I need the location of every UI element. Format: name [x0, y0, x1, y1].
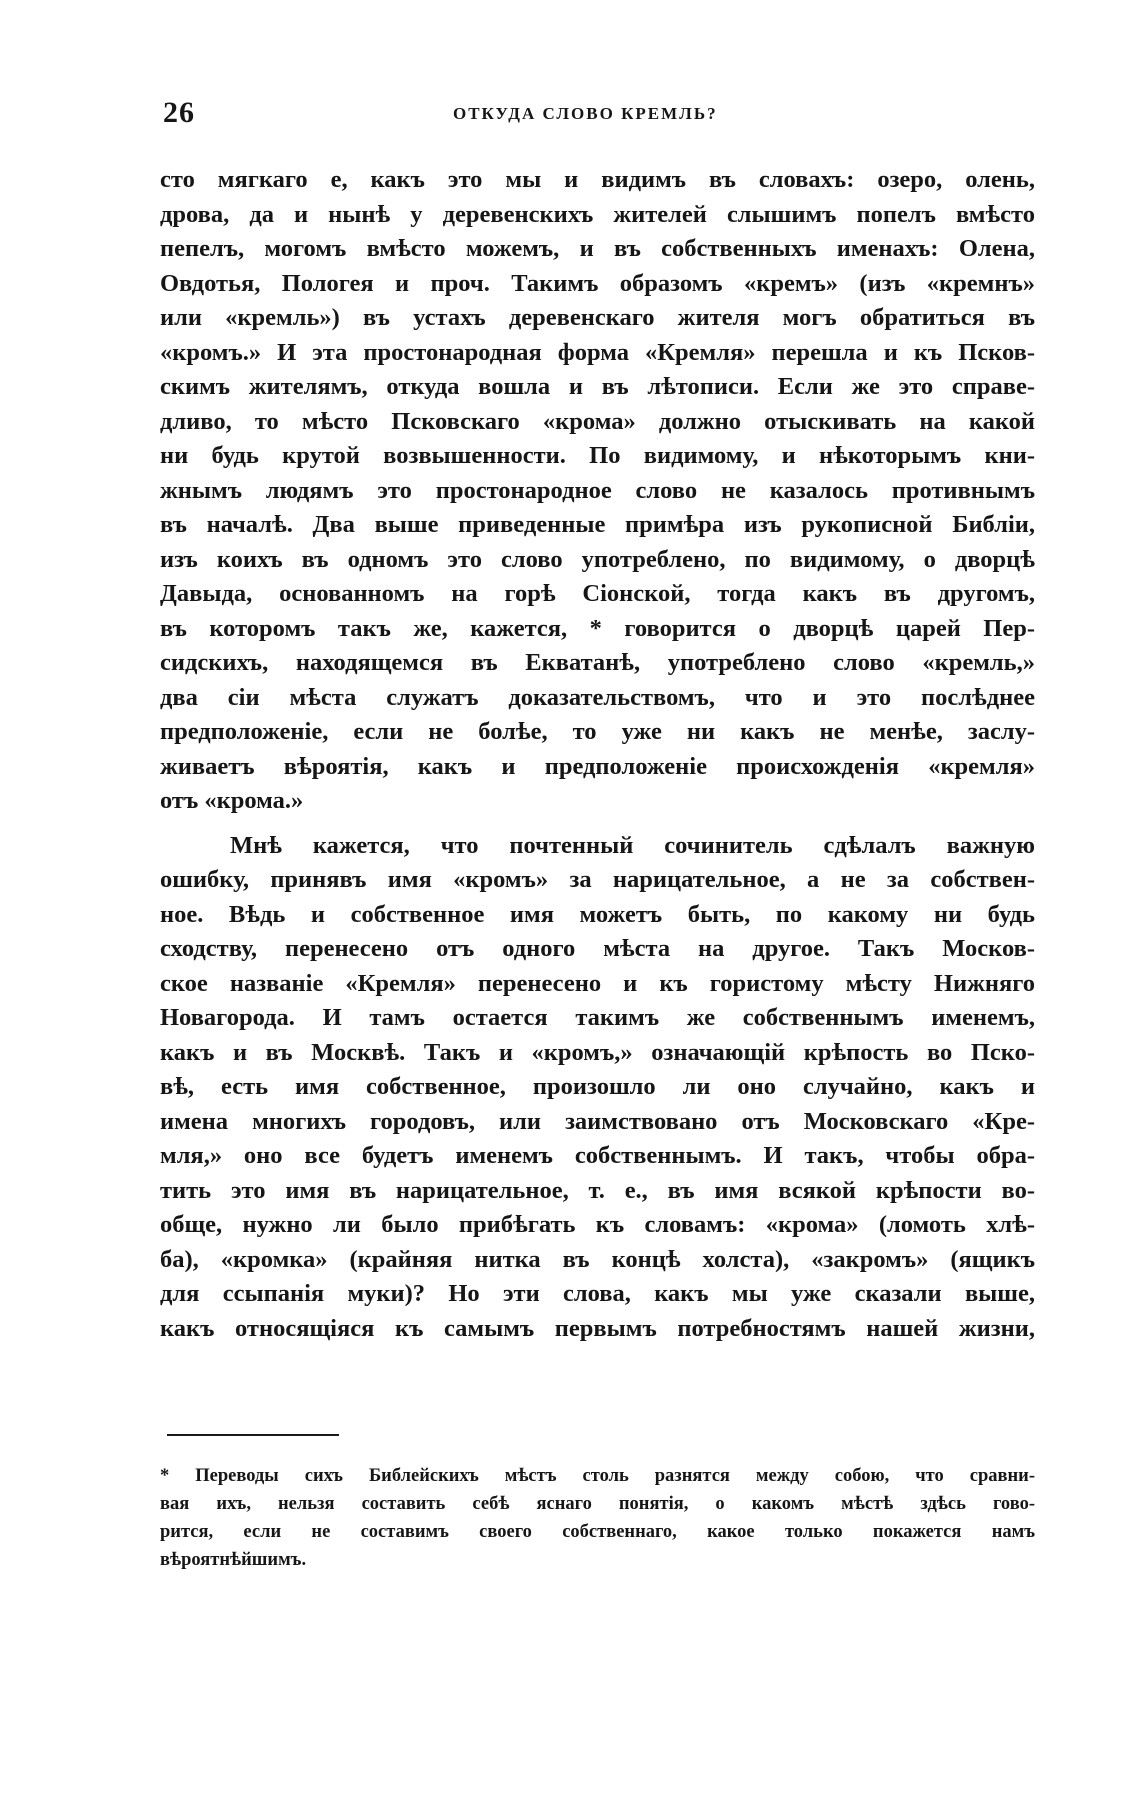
body-text [160, 163, 1035, 1346]
text-line: живаетъ вѣроятія, какъ и предположеніе происхожденія «кремля» [160, 752, 1035, 780]
text-line: пепелъ, могомъ вмѣсто можемъ, и въ собственныхъ именахъ: Олена, [160, 235, 1035, 262]
text-line: въ которомъ такъ же, кажется, * говорится о дворцѣ царей Пер- [160, 614, 1035, 642]
text-line: ское названіе «Кремля» перенесено и къ гористому мѣсту Нижняго [160, 969, 1035, 997]
footnote [160, 1462, 1035, 1574]
text-line: Новагорода. И тамъ остается такимъ же собственнымъ именемъ, [160, 1004, 1035, 1031]
footnote-line: * Переводы сихъ Библейскихъ мѣстъ столь разнятся между собою, что сравни- [160, 1466, 1035, 1486]
text-line: ошибку, принявъ имя «кромъ» за нарицательное, а не за собствен- [160, 866, 1035, 893]
text-line: какъ относящіяся къ самымъ первымъ потребностямъ нашей жизни, [160, 1314, 1035, 1342]
text-line: предположеніе, если не болѣе, то уже ни какъ не менѣе, заслу- [160, 718, 1035, 745]
text-line: мля,» оно все будетъ именемъ собственнымъ. И такъ, чтобы обра- [160, 1142, 1035, 1169]
text-line: скимъ жителямъ, откуда вошла и въ лѣтописи. Если же это справе- [160, 373, 1035, 400]
text-line: ное. Вѣдь и собственное имя можетъ быть, по какому ни будь [160, 900, 1035, 928]
text-line: Давыда, основанномъ на горѣ Сіонской, тогда какъ въ другомъ, [160, 580, 1035, 607]
text-line: въ началѣ. Два выше приведенные примѣра изъ рукописной Библіи, [160, 511, 1035, 538]
text-line: жнымъ людямъ это простонародное слово не казалось противнымъ [160, 476, 1035, 504]
text-line: сто мягкаго е, какъ это мы и видимъ въ словахъ: озеро, олень, [160, 166, 1035, 193]
text-line: сидскихъ, находящемся въ Екватанѣ, употреблено слово «кремль,» [160, 649, 1035, 676]
text-line: для ссыпанія муки)? Но эти слова, какъ мы уже сказали выше, [160, 1280, 1035, 1307]
text-line: сходству, перенесено отъ одного мѣста на другое. Такъ Москов- [160, 935, 1035, 962]
paragraph-1 [160, 163, 1035, 819]
text-line: или «кремль») въ устахъ деревенскаго жителя могъ обратиться въ [160, 304, 1035, 331]
text-line: ни будь крутой возвышенности. По видимому, и нѣкоторымъ кни- [160, 442, 1035, 469]
text-line: «кромъ.» И эта простонародная форма «Кремля» перешла и къ Псков- [160, 338, 1035, 366]
footnote-line: вая ихъ, нельзя составить себѣ яснаго понятія, о какомъ мѣстѣ здѣсь гово- [160, 1494, 1035, 1514]
text-line: отъ «крома.» [160, 787, 304, 814]
paragraph-gap [160, 819, 1035, 829]
page-number: 26 [163, 96, 195, 129]
footnote-line: рится, если не составимъ своего собственнаго, какое только покажется намъ [160, 1522, 1035, 1542]
text-line: имена многихъ городовъ, или заимствовано отъ Московскаго «Кре- [160, 1107, 1035, 1135]
running-title: ОТКУДА СЛОВО КРЕМЛЬ? [453, 104, 718, 123]
footnote-divider [167, 1434, 339, 1436]
paragraph-2 [160, 829, 1035, 1347]
text-line: вѣ, есть имя собственное, произошло ли оно случайно, какъ и [160, 1073, 1035, 1100]
text-line: обще, нужно ли было прибѣгать къ словамъ: «крома» (ломоть хлѣ- [160, 1211, 1035, 1238]
text-line: дрова, да и нынѣ у деревенскихъ жителей слышимъ попелъ вмѣсто [160, 200, 1035, 228]
text-line: дливо, то мѣсто Псковскаго «крома» должно отыскивать на какой [160, 407, 1035, 435]
text-line: тить это имя въ нарицательное, т. е., въ имя всякой крѣпости во- [160, 1176, 1035, 1204]
text-line: Мнѣ кажется, что почтенный сочинитель сдѣлалъ важную [230, 831, 1035, 859]
text-line: какъ и въ Москвѣ. Такъ и «кромъ,» означающій крѣпость во Пско- [160, 1038, 1035, 1066]
text-line: Овдотья, Пологея и проч. Такимъ образомъ «кремъ» (изъ «кремнъ» [160, 269, 1035, 297]
text-line: изъ коихъ въ одномъ это слово употреблено, по видимому, о дворцѣ [160, 545, 1035, 573]
footnote-line: вѣроятнѣйшимъ. [160, 1550, 307, 1570]
text-line: два сіи мѣста служатъ доказательствомъ, что и это послѣднее [160, 683, 1035, 711]
running-head [163, 96, 1033, 130]
text-line: ба), «кромка» (крайняя нитка въ концѣ холста), «закромъ» (ящикъ [160, 1245, 1035, 1273]
